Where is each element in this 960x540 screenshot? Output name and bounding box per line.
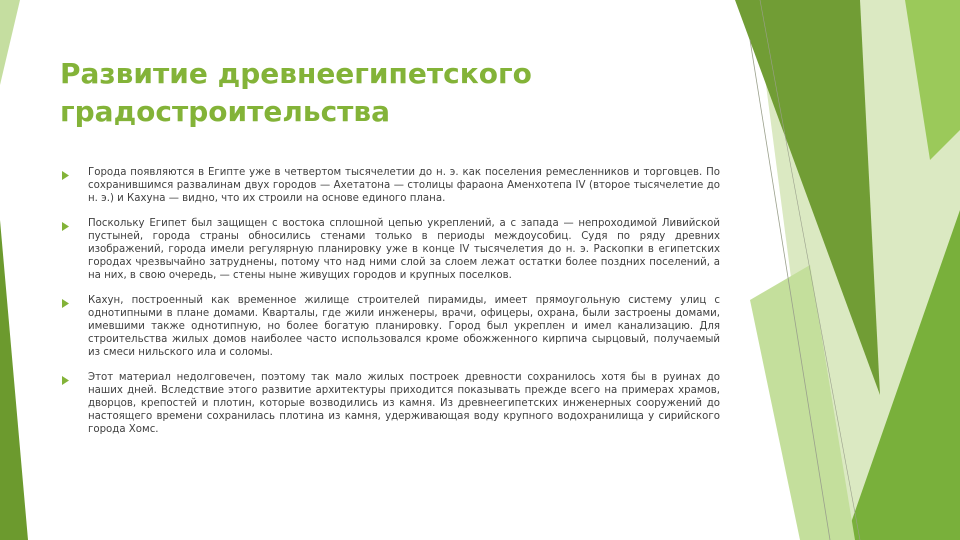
bullet-text: Города появляются в Египте уже в четвертом тысячелетии до н. э. как поселения ремесленников и торговцев. По сохранившимся развалинам двух городов — Ахетатона — столицы фараона Аменхотепа IV (второе тысячелетие до н. э.) и Кахуна — видно, что их строили на основе единого плана.	[88, 167, 720, 204]
slide-title: Развитие древнеегипетского градостроительства	[60, 57, 532, 128]
bullet-item	[62, 218, 720, 282]
top-left-corner-shape	[0, 0, 20, 85]
bullet-text: Кахун, построенный как временное жилище строителей пирамиды, имеет прямоугольную систему улиц с однотипными в плане домами. Кварталы, где жили инженеры, врачи, офицеры, охрана, были застроены домами, имевшими также однотипную, но более богатую планировку. Город был укреплен и имел канализацию. Для строительства жилых домов наиболее часто использовался кроме обожженного кирпича сырцовый, получаемый из смеси нильского ила и соломы.	[88, 295, 720, 358]
triangle-bullet-icon	[62, 167, 88, 205]
bullet-list	[62, 167, 720, 449]
left-edge-shape	[0, 220, 28, 540]
triangle-bullet-icon	[62, 295, 88, 359]
bullet-text: Этот материал недолговечен, поэтому так мало жилых построек древности сохранилось хотя бы в руинах до наших дней. Вследствие этого развитие архитектуры приходится показывать прежде всего на примерах храмов, дворцов, крепостей и плотин, которые возводились из камня. Из древнеегипетских инженерных сооружений до настоящего времени сохранилась плотина из камня, удерживающая воду крупного водохранилища у сирийского города Хомс.	[88, 372, 720, 435]
bullet-item	[62, 372, 720, 436]
triangle-bullet-icon	[62, 218, 88, 282]
bullet-item	[62, 167, 720, 205]
bullet-text: Поскольку Египет был защищен с востока сплошной цепью укреплений, а с запада — непроходимой Ливийской пустыней, города страны обносились стенами только в периоды междоусобиц. Судя по ряду древних изображений, города имели регулярную планировку уже в конце IV тысячелетия до н. э. Раскопки в египетских городах чрезвычайно затруднены, потому что над ними слой за слоем лежат остатки более поздних поселений, а на них, в свою очередь, — стены ныне живущих городов и крупных поселков.	[88, 218, 720, 281]
triangle-bullet-icon	[62, 372, 88, 436]
bullet-item	[62, 295, 720, 359]
